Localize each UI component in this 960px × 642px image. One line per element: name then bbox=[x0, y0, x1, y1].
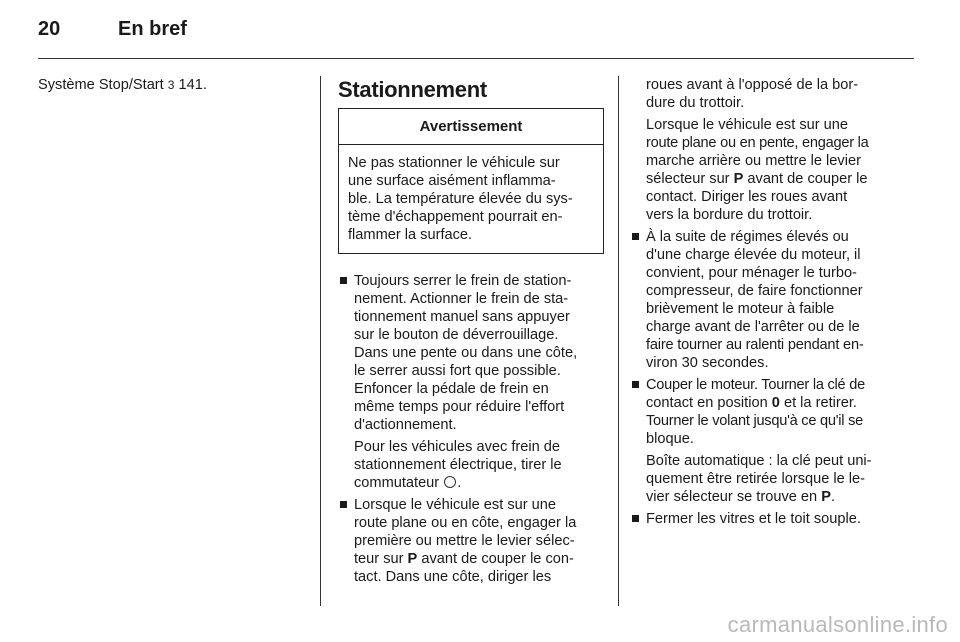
chapter-title: En bref bbox=[118, 18, 187, 40]
warning-title: Avertissement bbox=[339, 109, 603, 145]
header-divider bbox=[38, 58, 914, 59]
bullet-square-icon bbox=[632, 381, 639, 388]
reverse-gear-note: Lorsque le véhicule est sur une route plane ou en pente, engager la marche arrière ou mettre le levier sélecteur sur P avant de couper le contact. Diriger les roues avant vers la bordure du trottoir. bbox=[646, 117, 869, 223]
warning-box bbox=[338, 108, 604, 254]
bullet-close-windows: Fermer les vitres et le toit souple. bbox=[630, 510, 902, 528]
watermark: carmanualsonline.info bbox=[727, 612, 948, 637]
continued-text: roues avant à l'opposé de la bor- dure du trottoir. bbox=[646, 77, 859, 111]
electric-brake-note: Pour les véhicules avec frein de stationnement électrique, tirer le commutateur . bbox=[354, 439, 562, 491]
bullet-square-icon bbox=[340, 501, 347, 508]
bullet-parking-brake: Toujours serrer le frein de station- nement. Actionner le frein de sta- tionnement manuel sans appuyer sur le bouton de déverrouillage. Dans une pente ou dans une côte, le serrer aussi fort que possible. Enfoncer la pédale de frein en même temps pour réduire l'effort d'actionnement. bbox=[338, 272, 604, 434]
bullet-square-icon bbox=[340, 277, 347, 284]
column-1 bbox=[38, 76, 308, 98]
column-2 bbox=[338, 76, 604, 590]
section-title: Stationnement bbox=[338, 77, 487, 102]
bullet-turbo: À la suite de régimes élevés ou d'une charge élevée du moteur, il convient, pour ménager le turbo- compresseur, de faire fonctionner brièvement le moteur à faible charge avant de l'arrêter ou de le faire tourner au ralenti pendant en- viron 30 secondes. bbox=[630, 228, 902, 372]
bullet-square-icon bbox=[632, 233, 639, 240]
bullet-square-icon bbox=[632, 515, 639, 522]
bullet-engine-off: Couper le moteur. Tourner la clé de contact en position 0 et la retirer. Tourner le volant jusqu'à ce qu'il se bloque. bbox=[630, 376, 902, 448]
bullet-gear-engage: Lorsque le véhicule est sur une route plane ou en côte, engager la première ou mettre le levier sélec- teur sur P avant de couper le con- tact. Dans une côte, diriger les bbox=[338, 496, 604, 586]
cross-reference[interactable]: Système Stop/Start 3 141. bbox=[38, 77, 207, 93]
parking-brake-switch-icon bbox=[444, 476, 456, 488]
column-divider-1 bbox=[320, 76, 321, 606]
warning-text: Ne pas stationner le véhicule sur une surface aisément inflamma- ble. La température élevée du sys- tème d'échappement pourrait en- flammer la surface. bbox=[348, 155, 573, 243]
page-reference-arrow-icon: 3 bbox=[167, 78, 175, 92]
page-header bbox=[38, 18, 918, 58]
column-3 bbox=[630, 76, 902, 532]
automatic-gearbox-note: Boîte automatique : la clé peut uni- quement être retirée lorsque le le- vier sélecteur se trouve en P. bbox=[646, 453, 872, 505]
page-number: 20 bbox=[38, 18, 61, 40]
column-divider-2 bbox=[618, 76, 619, 606]
